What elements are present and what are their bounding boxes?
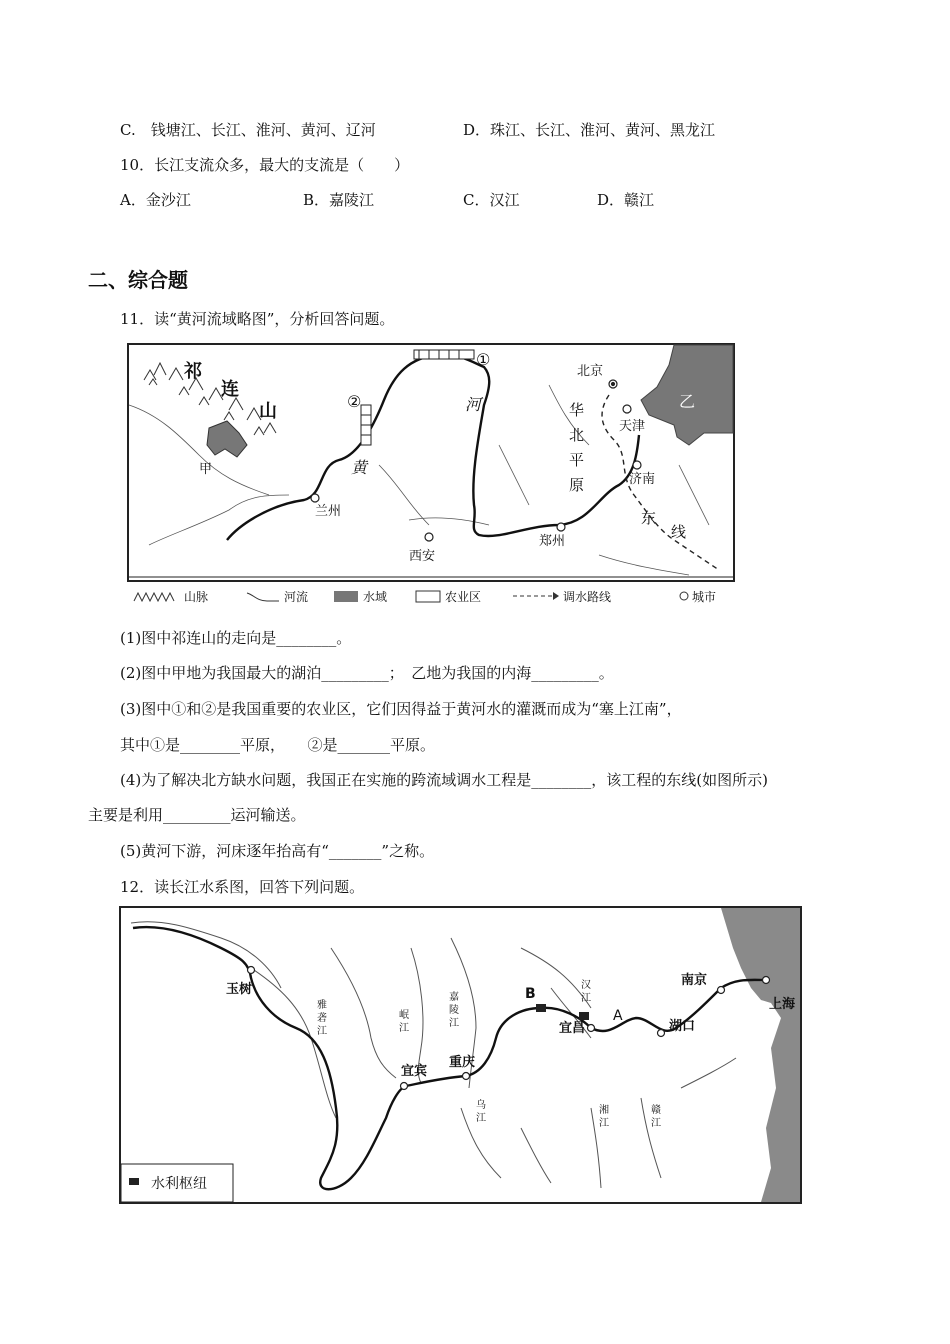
east-sea-area	[721, 908, 800, 1202]
q11-stem: 11．读“黄河流域略图”，分析回答问题。	[120, 310, 395, 328]
label-beijing: 北京	[577, 364, 604, 379]
label-huang: 黄	[351, 458, 368, 477]
q11-sub4: (4)为了解决北方缺水问题，我国正在实施的跨流域调水工程是________，该工程的东线(如图所示)	[120, 771, 768, 789]
yellow-river-line	[227, 355, 639, 540]
yangtze-tributaries	[131, 922, 736, 1188]
label-mark1: ①	[476, 350, 491, 369]
qilian-mountain-icon	[144, 363, 276, 435]
q11-sub4b: 主要是利用_________运河输送。	[88, 806, 306, 824]
q11-sub1: (1)图中祁连山的走向是________。	[120, 629, 352, 647]
dam-markers	[536, 1004, 589, 1020]
label-xiang-2: 江	[599, 1118, 609, 1129]
label-point-a: A	[613, 1008, 623, 1024]
label-lanzhou: 兰州	[315, 504, 342, 519]
farmland-area-1	[414, 350, 474, 359]
q10-option-c: C．汉江	[463, 191, 520, 209]
label-qilian-1: 祁	[184, 361, 202, 382]
label-yalong-2: 砻	[317, 1013, 327, 1024]
q12-stem: 12．读长江水系图，回答下列问题。	[120, 878, 365, 896]
label-xian: 西安	[409, 549, 436, 564]
label-qilian-3: 山	[259, 401, 277, 422]
label-xian-line: 线	[671, 523, 687, 541]
label-jialing-2: 陵	[449, 1005, 459, 1016]
label-huabei-3: 平	[569, 451, 585, 469]
label-tianjin: 天津	[619, 419, 646, 434]
legend-city-icon	[680, 592, 688, 600]
label-jialing-1: 嘉	[449, 992, 459, 1003]
label-jinan: 济南	[629, 472, 656, 487]
farmland-area-2	[361, 405, 371, 445]
label-yibin: 宜宾	[401, 1064, 428, 1079]
label-jialing-3: 江	[449, 1018, 459, 1029]
yellow-river-map	[127, 343, 735, 604]
legend-mountain-label: 山脉	[184, 590, 209, 604]
label-yalong-1: 雅	[317, 1000, 327, 1011]
q10-stem: 10．长江支流众多，最大的支流是（ ）	[120, 156, 410, 174]
label-jia: 甲	[199, 462, 213, 477]
label-huabei-1: 华	[569, 401, 585, 419]
label-han-1: 汉	[581, 980, 591, 991]
legend-route-label: 调水路线	[563, 590, 612, 604]
label-zhengzhou: 郑州	[539, 534, 566, 549]
label-dong: 东	[641, 509, 657, 527]
label-yi: 乙	[679, 392, 696, 411]
legend-farmland-label: 农业区	[445, 590, 482, 604]
q10-option-b: B．嘉陵江	[303, 191, 375, 209]
yangtze-river-map	[119, 906, 802, 1204]
q11-sub3b: 其中①是________平原， ②是_______平原。	[120, 736, 436, 754]
label-yalong-3: 江	[317, 1026, 327, 1037]
q11-sub3: (3)图中①和②是我国重要的农业区，它们因得益于黄河水的灌溉而成为“塞上江南”，	[120, 700, 682, 718]
legend-river-label: 河流	[284, 590, 309, 604]
label-yichang: 宜昌	[559, 1021, 586, 1036]
legend-farmland-icon	[416, 591, 440, 602]
label-huabei-4: 原	[569, 476, 585, 494]
label-min-1: 岷	[399, 1010, 409, 1021]
label-yushu: 玉树	[226, 982, 253, 997]
label-mark2: ②	[347, 392, 362, 411]
map-legend	[134, 589, 716, 604]
legend-river-icon	[247, 593, 279, 601]
label-min-2: 江	[399, 1023, 409, 1034]
label-chongqing: 重庆	[449, 1055, 476, 1070]
label-point-b: B	[525, 986, 536, 1002]
q9-option-d: D．珠江、长江、淮河、黄河、黑龙江	[463, 121, 716, 139]
legend-dam-icon	[129, 1178, 139, 1185]
q11-sub2: (2)图中甲地为我国最大的湖泊_________； 乙地为我国的内海_________。	[120, 664, 614, 682]
label-gan-1: 赣	[651, 1105, 661, 1116]
q10-option-a: A．金沙江	[120, 191, 191, 209]
label-han-2: 江	[581, 993, 591, 1004]
label-gan-2: 江	[651, 1118, 661, 1129]
label-wu-2: 江	[476, 1113, 486, 1124]
qinghai-lake-area	[207, 421, 247, 457]
label-xiang-1: 湘	[599, 1105, 609, 1116]
legend-water-icon	[334, 591, 358, 602]
legend-dam-label: 水利枢纽	[151, 1176, 207, 1192]
legend-mountain-icon	[134, 593, 174, 601]
label-shanghai: 上海	[769, 997, 796, 1012]
q10-option-d: D．赣江	[597, 191, 655, 209]
section-heading: 二、综合题	[88, 268, 188, 292]
tributary-rivers	[129, 385, 709, 575]
q9-option-c: C. 钱塘江、长江、淮河、黄河、辽河	[120, 121, 376, 139]
q11-sub5: (5)黄河下游，河床逐年抬高有“_______”之称。	[120, 842, 435, 860]
label-wu-1: 乌	[476, 1100, 486, 1111]
label-huabei-2: 北	[569, 426, 585, 444]
legend-water-label: 水域	[363, 590, 388, 604]
label-nanjing: 南京	[681, 973, 708, 988]
legend-city-label: 城市	[692, 590, 717, 604]
label-he: 河	[465, 395, 482, 414]
label-hukou: 湖口	[669, 1019, 696, 1034]
label-qilian-2: 连	[221, 379, 239, 400]
